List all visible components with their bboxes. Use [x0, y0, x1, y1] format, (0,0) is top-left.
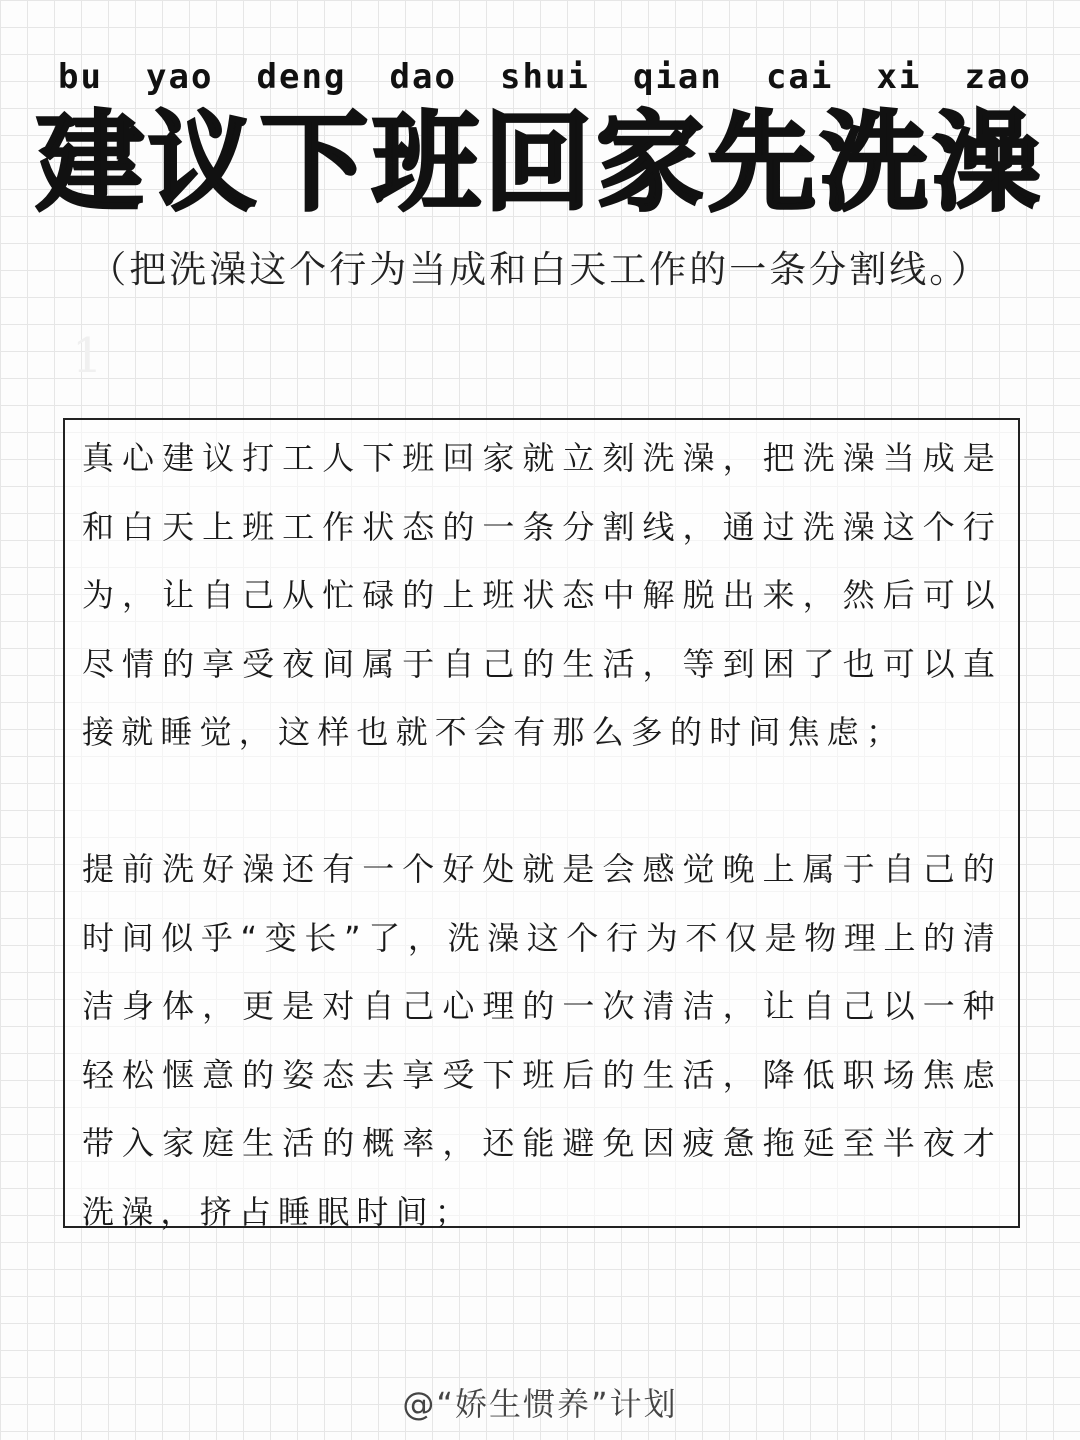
pinyin-syllable: bu	[58, 57, 103, 97]
pinyin-syllable: cai	[765, 57, 834, 97]
pinyin-syllable: qian	[632, 57, 723, 97]
pinyin-syllable: deng	[256, 57, 347, 97]
subtitle: （把洗澡这个行为当成和白天工作的一条分割线。）	[89, 248, 991, 291]
pinyin-syllable: dao	[389, 57, 457, 97]
pinyin-syllable: shui	[500, 57, 590, 97]
paragraph-2: 提前洗好澡还有一个好处就是会感觉晚上属于自己的时间似乎“变长”了，洗澡这个行为不仅是物理上的清洁身体，更是对自己心理的一次清洁，让自己以一种轻松惬意的姿态去享受下班后的生活，降低职场焦虑带入家庭生活的概率，还能避免因疲惫拖延至半夜才洗澡，挤占睡眠时间；	[82, 850, 1002, 1231]
content-box	[63, 418, 1020, 1231]
paragraph-spacer	[82, 767, 1002, 836]
author-credit: @“娇生惯养”计划	[402, 1385, 678, 1423]
pinyin-syllable: xi	[876, 57, 922, 97]
section-number: 1	[72, 328, 103, 384]
paragraph-1: 真心建议打工人下班回家就立刻洗澡，把洗澡当成是和白天上班工作状态的一条分割线，通过洗澡这个行为，让自己从忙碌的上班状态中解脱出来，然后可以尽情的享受夜间属于自己的生活，等到困了也可以直接就睡觉，这样也就不会有那么多的时间焦虑；	[82, 439, 1002, 751]
pinyin-syllable: zao	[964, 57, 1032, 97]
pinyin-syllable: yao	[146, 57, 214, 97]
page-title: 建议下班回家先洗澡	[35, 101, 1044, 226]
pinyin-row	[40, 52, 1050, 102]
